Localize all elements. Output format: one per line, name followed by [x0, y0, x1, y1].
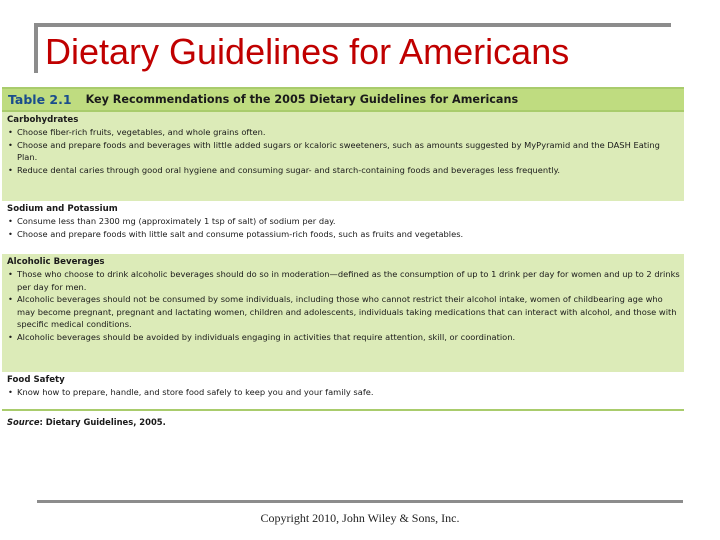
bullet-icon: • — [8, 387, 13, 397]
list-item — [7, 293, 680, 331]
bullet-icon: • — [8, 331, 13, 342]
table-source — [2, 417, 684, 427]
recommendation-text: Know how to prepare, handle, and store food safely to keep you and your family safe. — [17, 387, 374, 397]
recommendation-text: Choose and prepare foods and beverages with little added sugars or kcaloric sweeteners, such as amounts suggested by MyPyramid and the DASH Eating Plan. — [17, 139, 660, 163]
list-item — [7, 331, 680, 344]
bullet-icon: • — [8, 228, 13, 239]
recommendation-text: Consume less than 2300 mg (approximately 1 tsp of salt) of sodium per day. — [17, 216, 336, 226]
recommendation-text: Alcoholic beverages should be avoided by individuals engaging in activities that require attention, skill, or coordination. — [17, 331, 516, 342]
recommendation-list — [7, 386, 680, 399]
section-heading: Alcoholic Beverages — [7, 257, 105, 267]
bullet-icon: • — [8, 127, 13, 137]
list-item — [7, 215, 680, 228]
bullet-icon: • — [8, 164, 13, 175]
list-item — [7, 228, 680, 241]
title-frame-left-rule — [34, 23, 38, 73]
list-item — [7, 386, 680, 399]
section-carbohydrates — [2, 112, 684, 201]
recommendation-list — [7, 268, 680, 344]
guidelines-table — [2, 87, 684, 427]
list-item — [7, 164, 680, 177]
bullet-icon: • — [8, 269, 13, 279]
bullet-icon: • — [8, 294, 13, 305]
footer-rule — [37, 500, 683, 503]
recommendation-text: Alcoholic beverages should not be consumed by some individuals, including those who cannot restrict their alcohol intake, women of childbearing age who may become pregnant, pregnant and lactating women, children and adolescents, individuals taking medications that can interact with alcohol, and those with specific medical conditions. — [17, 294, 677, 330]
copyright-notice: Copyright 2010, John Wiley & Sons, Inc. — [260, 511, 460, 525]
list-item — [7, 268, 680, 293]
recommendation-text: Those who choose to drink alcoholic beverages should do so in moderation—defined as the consumption of up to 1 drink per day for women and up to 2 drinks per day for men. — [17, 269, 680, 292]
section-sodium-potassium — [2, 201, 684, 254]
section-heading: Sodium and Potassium — [7, 204, 118, 214]
source-label: Source — [7, 417, 40, 427]
list-item — [7, 126, 680, 139]
section-heading: Carbohydrates — [7, 115, 79, 125]
slide-title: Dietary Guidelines for Americans — [45, 31, 570, 72]
section-alcoholic-beverages — [2, 254, 684, 372]
recommendation-list — [7, 126, 680, 176]
list-item — [7, 139, 680, 164]
recommendation-text: Choose and prepare foods with little salt and consume potassium-rich foods, such as fruits and vegetables. — [17, 228, 464, 239]
source-text: : Dietary Guidelines, 2005. — [39, 417, 166, 427]
recommendation-text: Reduce dental caries through good oral hygiene and consuming sugar- and starch-containing foods and beverages less frequently. — [17, 164, 561, 175]
bullet-icon: • — [8, 139, 13, 150]
section-food-safety — [2, 372, 684, 409]
table-caption: Key Recommendations of the 2005 Dietary Guidelines for Americans — [85, 93, 519, 106]
recommendation-list — [7, 215, 680, 240]
section-heading: Food Safety — [7, 375, 65, 385]
title-frame-top-rule — [34, 23, 671, 27]
table-bottom-rule — [2, 409, 684, 411]
bullet-icon: • — [8, 216, 13, 226]
table-header — [2, 87, 684, 112]
recommendation-text: Choose fiber-rich fruits, vegetables, and whole grains often. — [17, 127, 266, 137]
table-number: Table 2.1 — [8, 92, 72, 107]
